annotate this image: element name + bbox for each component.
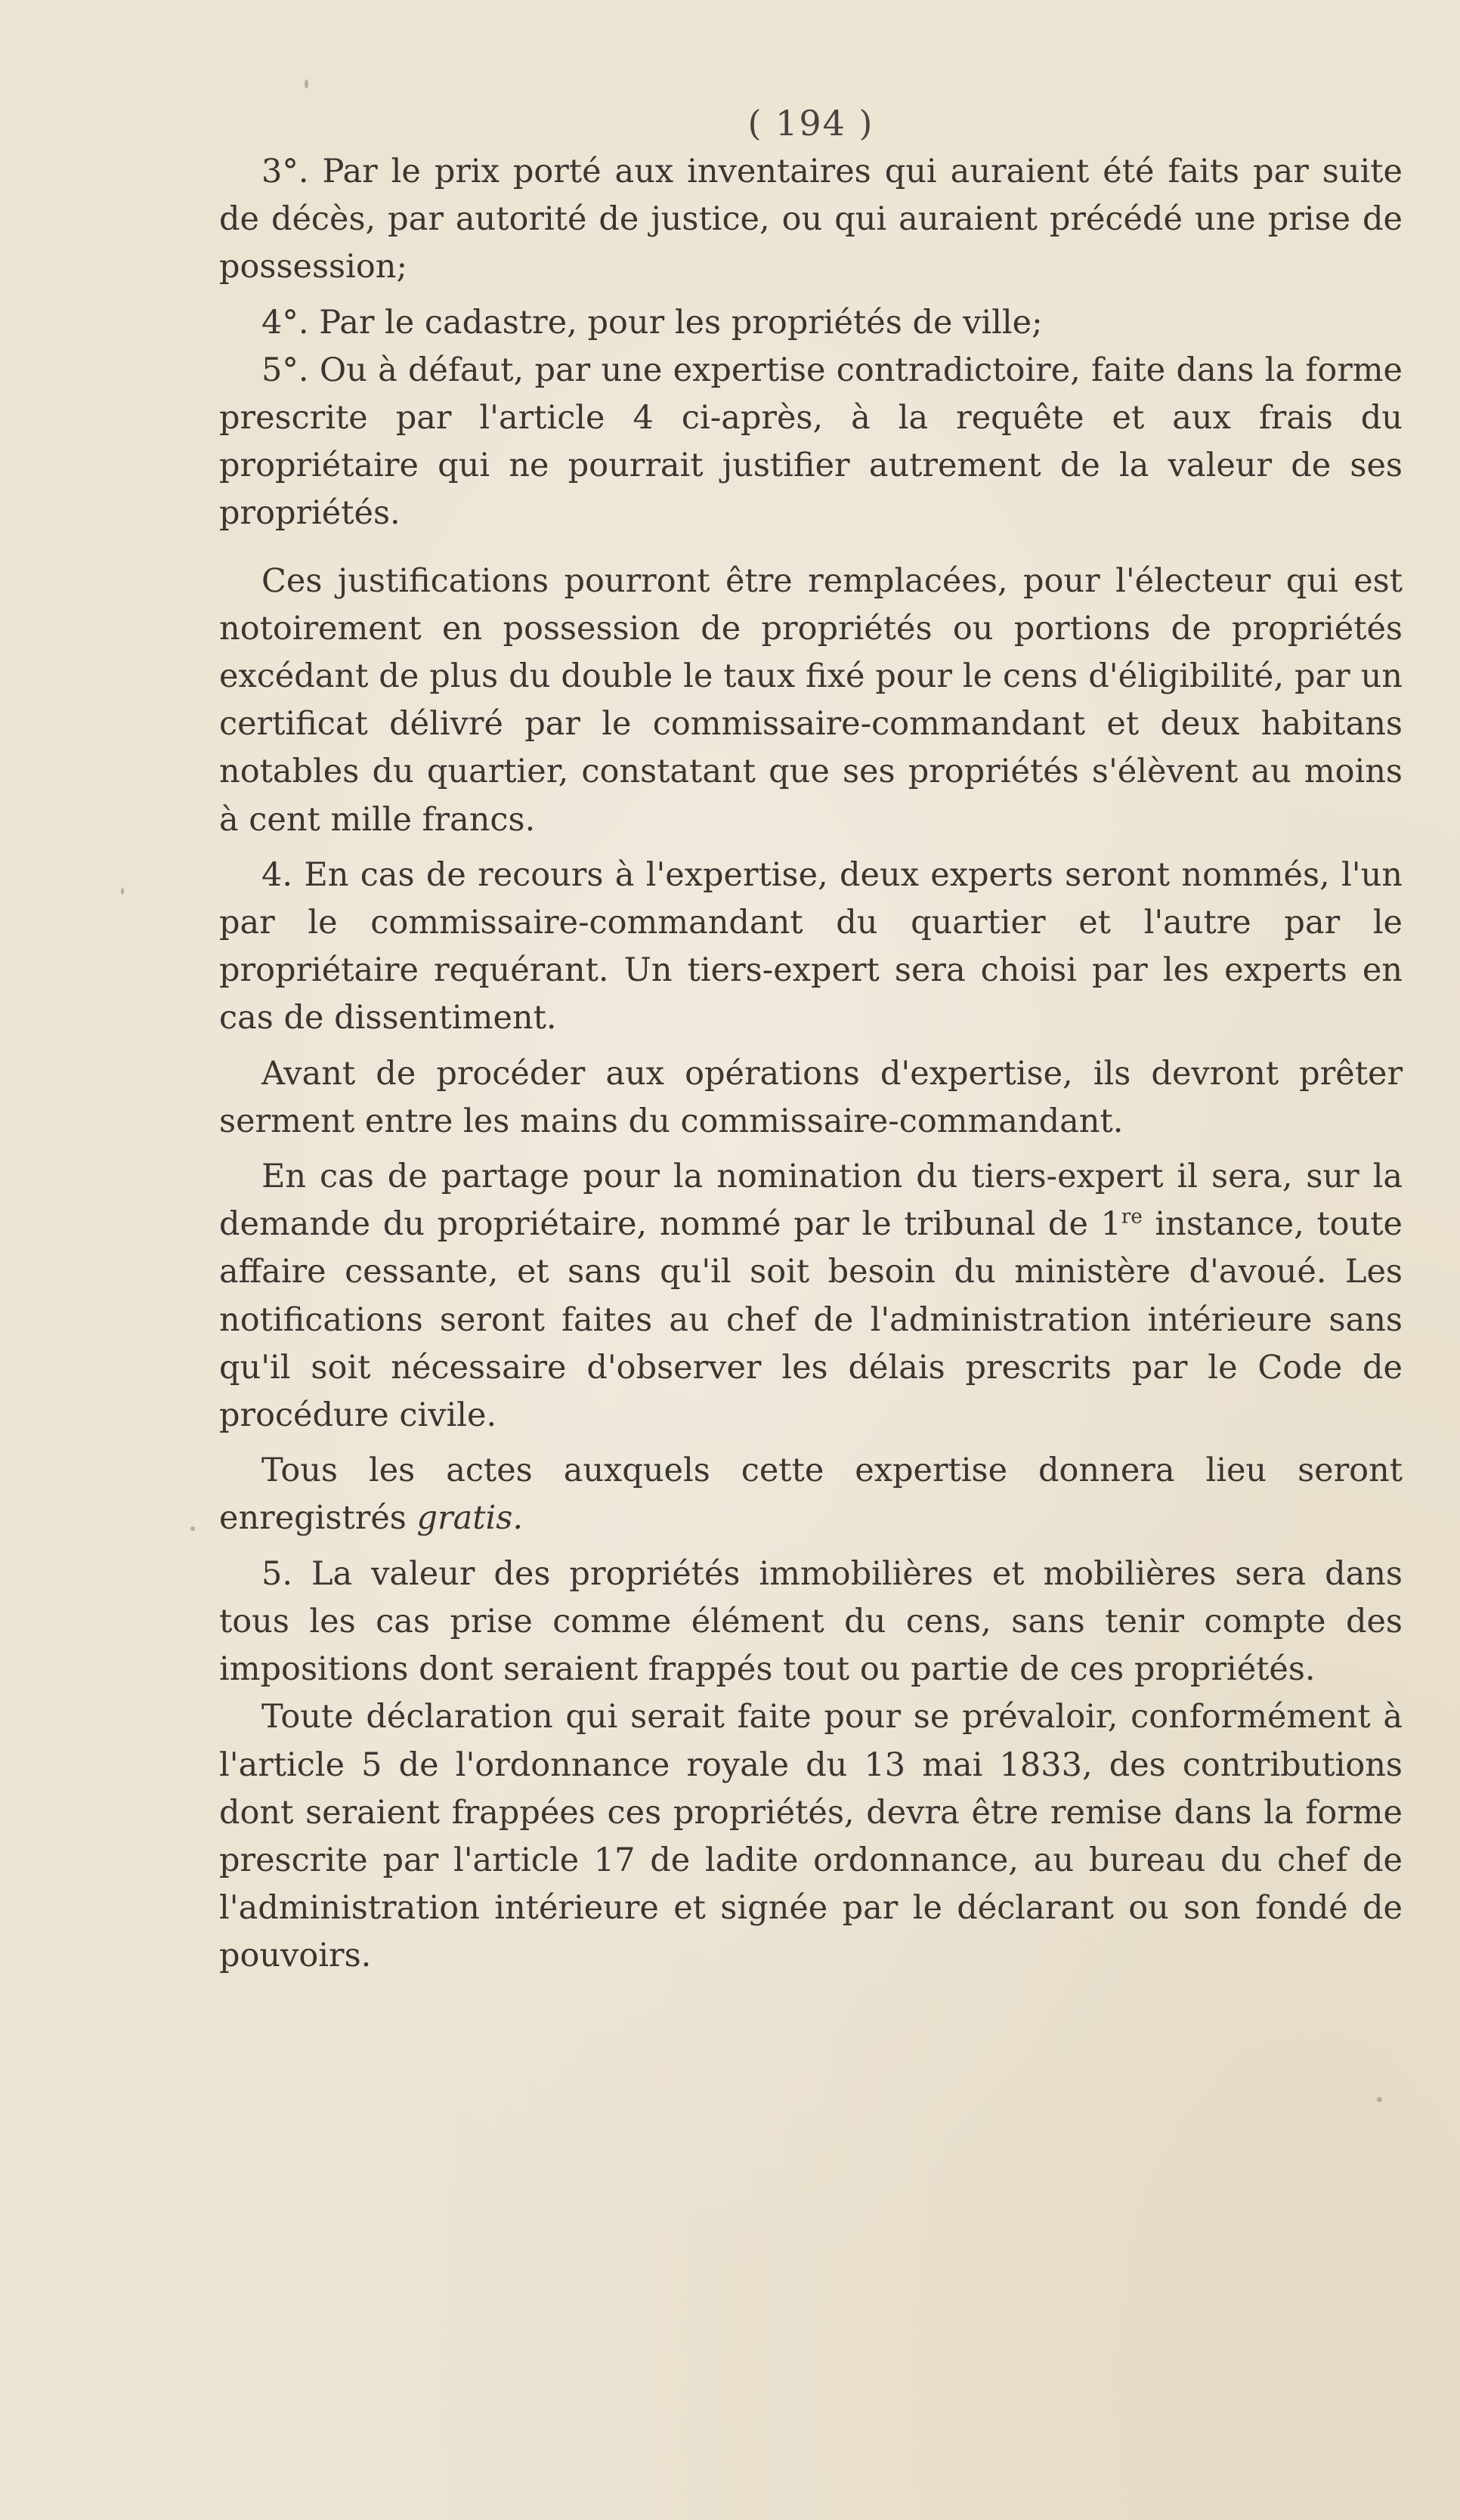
paragraph-partage [219,1153,1403,1439]
partage-text-end: instance, toute affaire cessante, et sans qu'il soit besoin du ministère d'avoué. Les notifications seront faites au chef de l'administration intérieure sans qu'il soit nécessaire d'observer les délais prescrits par le Code de procédure civile. [219,1205,1403,1435]
actes-gratis: gratis. [416,1499,524,1538]
partage-text-start: En cas de partage pour la nomination du tiers-expert il sera, sur la demande du propriétaire, nommé par le tribunal de 1 [219,1158,1403,1244]
paragraph-item-4: 4°. Par le cadastre, pour les propriétés de ville; [261,303,1043,342]
paper-speck [305,79,308,88]
paper-speck [1377,2097,1382,2102]
paper-speck [121,888,124,895]
partage-superscript: re [1121,1205,1143,1229]
paragraph-article-5: 5. La valeur des propriétés immobilières et mobilières sera dans tous les cas prise comme élément du cens, sans tenir compte des impositions dont seraient frappés tout ou partie de ces propriétés. [219,1554,1403,1689]
document-body [219,98,1403,1980]
paragraph-declaration: Toute déclaration qui serait faite pour se prévaloir, conformément à l'article 5 de l'ordonnance royale du 13 mai 1833, des contributions dont seraient frappées ces propriétés, devra être remise dans la forme prescrite par l'article 17 de ladite ordonnance, au bureau du chef de l'administration intérieure et signée par le déclarant ou son fondé de pouvoirs. [219,1698,1403,1975]
actes-text: Tous les actes auxquels cette expertise donnera lieu seront enregistrés [219,1452,1403,1538]
paragraph-serment: Avant de procéder aux opérations d'expertise, ils devront prêter serment entre les mains du commissaire-commandant. [219,1054,1403,1140]
page-number: ( 194 ) [747,103,874,144]
paragraph-item-3: 3°. Par le prix porté aux inventaires qui auraient été faits par suite de décès, par autorité de justice, ou qui auraient précédé une prise de possession; [219,153,1403,286]
paragraph-item-5: 5°. Ou à défaut, par une expertise contradictoire, faite dans la forme prescrite par l'article 4 ci-après, à la requête et aux frais du propriétaire qui ne pourrait justifier autrement de la valeur de ses propriétés. [219,351,1403,533]
paragraph-actes [219,1447,1403,1542]
paragraph-article-4: 4. En cas de recours à l'expertise, deux experts seront nommés, l'un par le commissaire-commandant du quartier et l'autre par le propriétaire requérant. Un tiers-expert sera choisi par les experts en cas de dissentiment. [219,855,1403,1037]
paper-speck [190,1526,195,1531]
paragraph-justifications: Ces justifications pourront être remplacées, pour l'électeur qui est notoirement en possession de propriétés ou portions de propriétés excédant de plus du double le taux fixé pour le cens d'éligibilité, par un certificat délivré par le commissaire-commandant et deux habitans notables du quartier, constatant que ses propriétés s'élèvent au moins à cent mille francs. [219,561,1403,839]
